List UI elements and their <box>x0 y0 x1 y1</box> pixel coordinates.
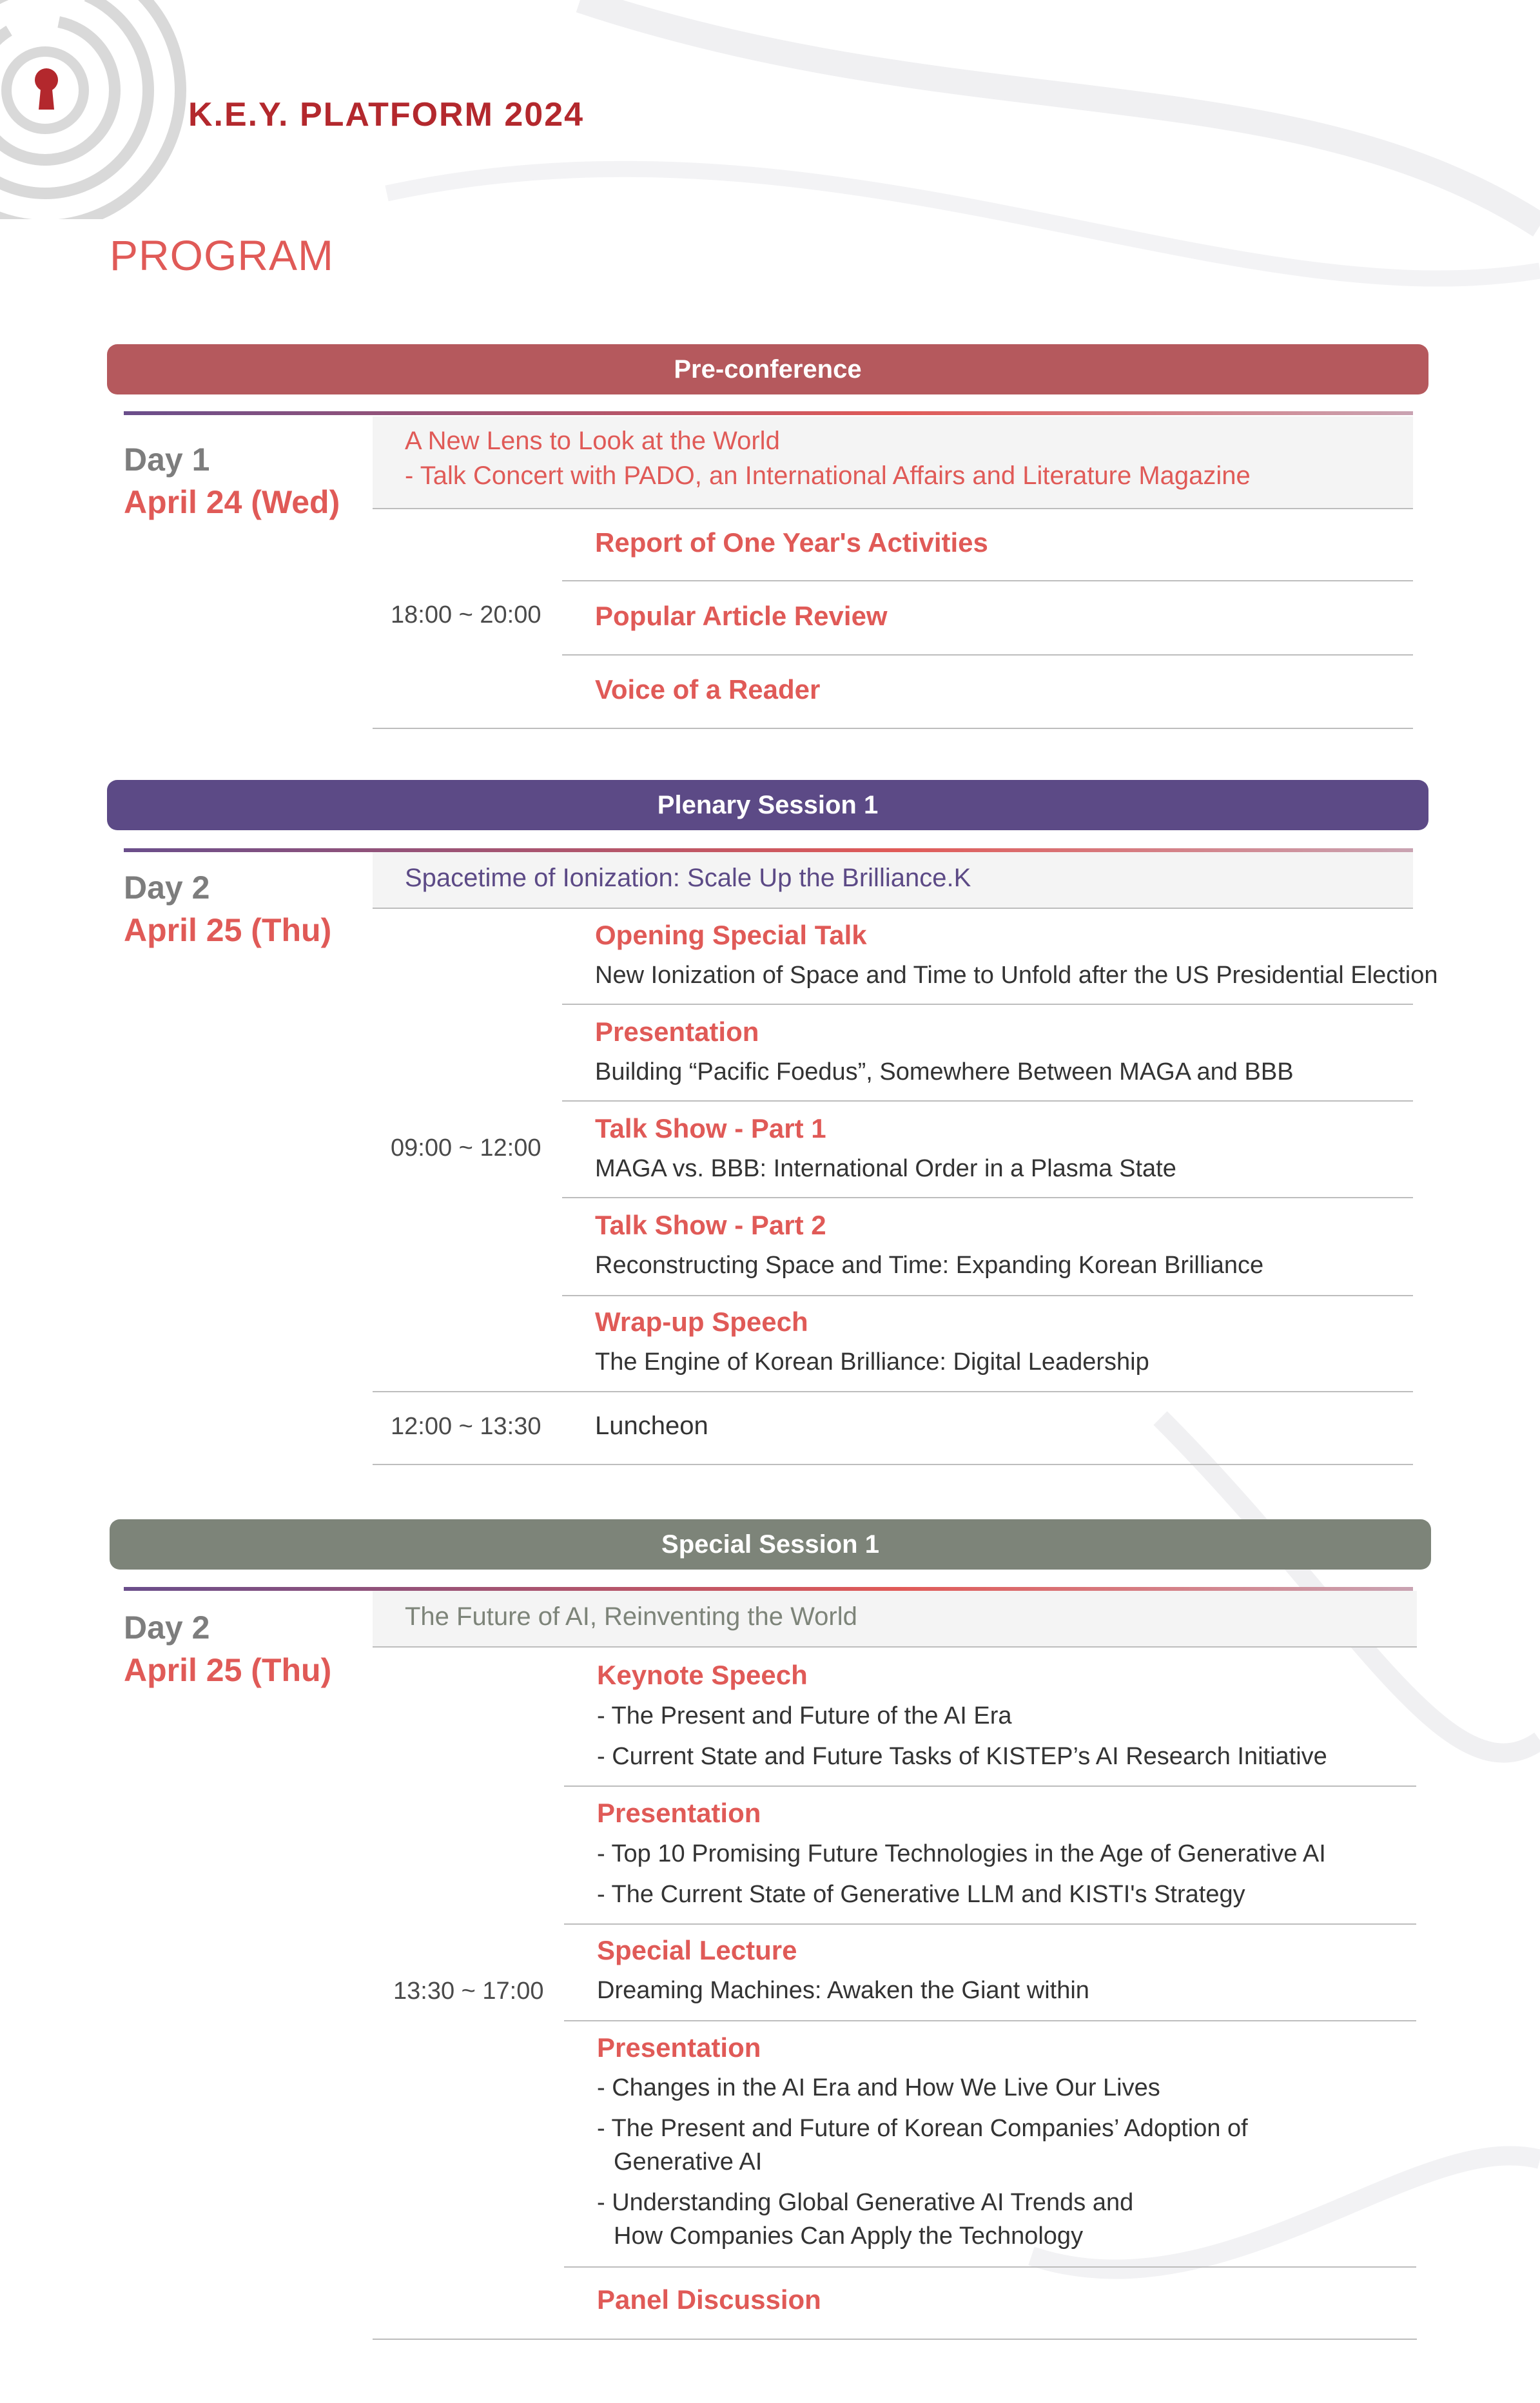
presentation2-line: - Changes in the AI Era and How We Live Our Lives <box>597 2074 1160 2101</box>
divider <box>373 2339 1417 2340</box>
pre-conference-divider <box>124 411 1413 415</box>
special-head-title: The Future of AI, Reinventing the World <box>405 1602 857 1631</box>
lunch-time: 12:00 ~ 13:30 <box>391 1413 541 1440</box>
divider <box>562 1197 1413 1198</box>
pre-item: Report of One Year's Activities <box>595 527 988 558</box>
presentation2-line: - Understanding Global Generative AI Trends and <box>597 2189 1134 2216</box>
plenary-head-title: Spacetime of Ionization: Scale Up the Brilliance.K <box>405 864 971 892</box>
plenary-item-title: Talk Show - Part 1 <box>595 1113 826 1143</box>
pre-date: April 24 (Wed) <box>124 484 340 520</box>
keyhole-logo <box>0 0 193 219</box>
pre-head-subtitle: - Talk Concert with PADO, an International Affairs and Literature Magazine <box>405 462 1251 490</box>
presentation1-line: - The Current State of Generative LLM and KISTI's Strategy <box>597 1881 1245 1908</box>
plenary-item-desc: Reconstructing Space and Time: Expanding Korean Brilliance <box>595 1252 1264 1279</box>
divider <box>564 2020 1416 2021</box>
plenary-header-row <box>373 852 1413 909</box>
presentation2-title: Presentation <box>597 2032 761 2063</box>
divider <box>562 1100 1413 1102</box>
presentation2-line: - The Present and Future of Korean Companies’ Adoption of <box>597 2115 1248 2142</box>
pre-conference-bar <box>107 344 1428 394</box>
special-session-bar <box>110 1519 1431 1570</box>
plenary-item-desc: New Ionization of Space and Time to Unfold after the US Presidential Election <box>595 962 1438 989</box>
pre-day: Day 1 <box>124 442 210 478</box>
plenary-item-title: Opening Special Talk <box>595 920 867 950</box>
plenary-time: 09:00 ~ 12:00 <box>391 1134 541 1162</box>
presentation2-line: How Companies Can Apply the Technology <box>614 2223 1084 2250</box>
divider <box>562 580 1413 581</box>
plenary-session-bar <box>107 780 1428 830</box>
special-label: Special Session 1 <box>661 1530 879 1559</box>
divider <box>564 2266 1416 2268</box>
divider <box>564 1923 1416 1925</box>
pre-head-title: A New Lens to Look at the World <box>405 427 780 455</box>
lunch-label: Luncheon <box>595 1412 708 1440</box>
keynote-line: - Current State and Future Tasks of KISTEP’s AI Research Initiative <box>597 1743 1327 1770</box>
plenary-item-title: Presentation <box>595 1017 759 1047</box>
divider <box>562 654 1413 656</box>
divider <box>562 1004 1413 1005</box>
divider <box>373 1464 1413 1465</box>
plenary-item-desc: Building “Pacific Foedus”, Somewhere Between MAGA and BBB <box>595 1058 1294 1085</box>
divider <box>373 728 1413 729</box>
plenary-item-title: Wrap-up Speech <box>595 1307 808 1337</box>
plenary-day-label <box>124 866 331 951</box>
plenary-item-desc: MAGA vs. BBB: International Order in a Plasma State <box>595 1155 1176 1182</box>
plenary-day: Day 2 <box>124 870 210 906</box>
plenary-date: April 25 (Thu) <box>124 912 332 948</box>
special-header-row <box>373 1591 1417 1648</box>
divider <box>562 1295 1413 1296</box>
divider <box>564 1785 1416 1787</box>
pre-time: 18:00 ~ 20:00 <box>391 601 541 628</box>
page-title: PROGRAM <box>110 231 335 279</box>
special-time: 13:30 ~ 17:00 <box>393 1978 544 2005</box>
pre-day-label <box>124 438 340 523</box>
brand-title: K.E.Y. PLATFORM 2024 <box>188 96 585 133</box>
presentation1-title: Presentation <box>597 1798 761 1828</box>
pre-conference-label: Pre-conference <box>674 355 862 384</box>
plenary-item-desc: The Engine of Korean Brilliance: Digital Leadership <box>595 1348 1149 1376</box>
divider <box>373 1391 1413 1392</box>
presentation1-line: - Top 10 Promising Future Technologies in the Age of Generative AI <box>597 1840 1326 1867</box>
lecture-title: Special Lecture <box>597 1935 797 1965</box>
plenary-label: Plenary Session 1 <box>657 790 879 819</box>
keynote-title: Keynote Speech <box>597 1660 808 1690</box>
pre-item: Voice of a Reader <box>595 674 821 705</box>
panel-title: Panel Discussion <box>597 2284 821 2315</box>
plenary-item-title: Talk Show - Part 2 <box>595 1210 826 1240</box>
special-date: April 25 (Thu) <box>124 1652 332 1688</box>
pre-header-row <box>373 416 1413 509</box>
presentation2-line: Generative AI <box>614 2148 763 2175</box>
special-day: Day 2 <box>124 1610 210 1646</box>
lecture-desc: Dreaming Machines: Awaken the Giant within <box>597 1977 1089 2004</box>
pre-item: Popular Article Review <box>595 601 888 631</box>
special-day-label <box>124 1606 331 1691</box>
keynote-line: - The Present and Future of the AI Era <box>597 1702 1012 1729</box>
